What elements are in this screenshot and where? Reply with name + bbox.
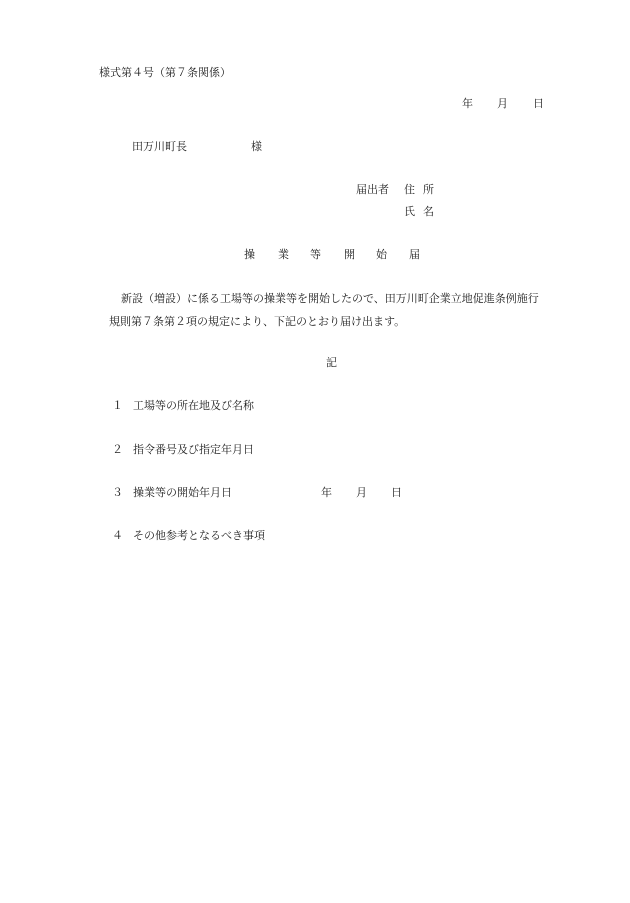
title-char: 届: [409, 248, 420, 261]
body-text-line-1: 新設（増設）に係る工場等の操業等を開始したので、田万川町企業立地促進条例施行: [121, 292, 539, 305]
item-label: その他参考となるべき事項: [133, 529, 265, 542]
title-char: 開: [344, 248, 355, 261]
title-char: 業: [278, 248, 289, 261]
notifier-name-label: 氏名: [404, 205, 442, 218]
item3-year-label: 年: [321, 486, 332, 499]
item3-month-label: 月: [356, 486, 367, 499]
item-number: ４: [112, 529, 123, 542]
item-number: ２: [112, 443, 123, 456]
title-char: 始: [376, 248, 387, 261]
item-number: １: [112, 399, 123, 412]
item-number: ３: [112, 486, 123, 499]
item3-day-label: 日: [391, 486, 402, 499]
item-label: 工場等の所在地及び名称: [133, 399, 254, 412]
addressee-name: 田万川町長: [132, 140, 187, 153]
form-number: 様式第４号（第７条関係）: [99, 66, 231, 79]
title-char: 等: [310, 248, 321, 261]
item-label: 操業等の開始年月日: [133, 486, 232, 499]
date-day-label: 日: [533, 97, 544, 110]
notifier-label: 届出者: [356, 183, 389, 196]
date-year-label: 年: [462, 97, 473, 110]
date-month-label: 月: [497, 97, 508, 110]
notifier-address-label: 住所: [404, 183, 442, 196]
title-char: 操: [244, 248, 255, 261]
body-text-line-2: 規則第７条第２項の規定により、下記のとおり届け出ます。: [109, 315, 406, 328]
item-label: 指令番号及び指定年月日: [133, 443, 254, 456]
addressee-honorific: 様: [251, 140, 262, 153]
ki-heading: 記: [326, 356, 337, 369]
